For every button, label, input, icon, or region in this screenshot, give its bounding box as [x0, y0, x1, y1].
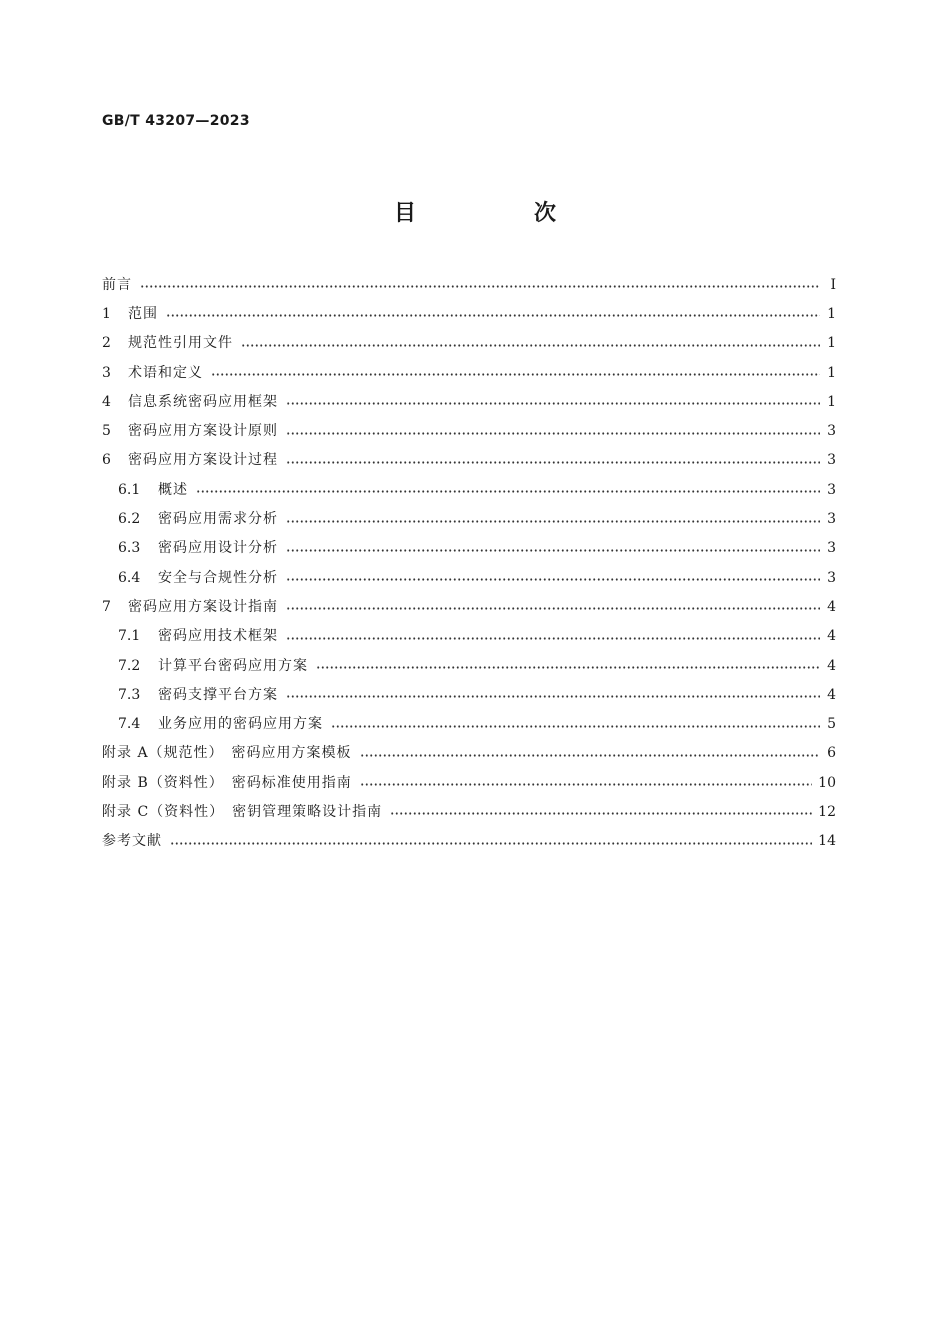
- toc-dot-leader: [360, 783, 812, 786]
- toc-entry-number: 6.2: [118, 511, 141, 528]
- toc-dot-leader: [286, 578, 820, 581]
- toc-entry-page: 3: [827, 540, 836, 557]
- toc-dot-leader: [286, 549, 820, 552]
- toc-entry-number: 5: [102, 423, 111, 440]
- toc-dot-leader: [170, 842, 812, 845]
- toc-entry-page: 4: [827, 628, 836, 645]
- toc-entry-number: 4: [102, 393, 111, 410]
- toc-entry-label: 密码应用方案设计指南: [128, 598, 278, 615]
- toc-entry[interactable]: [102, 446, 836, 475]
- toc-entry-label: 附录 C（资料性） 密钥管理策略设计指南: [102, 803, 383, 820]
- toc-entry[interactable]: [102, 416, 836, 445]
- toc-entry-page: 4: [827, 598, 836, 615]
- toc-entry[interactable]: [102, 709, 836, 738]
- toc-entry-number: 3: [102, 364, 111, 381]
- toc-entry-label: 密码应用方案设计原则: [128, 423, 278, 440]
- toc-entry-page: 5: [827, 716, 836, 733]
- toc-entry-number: 6.3: [118, 540, 141, 557]
- toc-entry[interactable]: [102, 797, 836, 826]
- toc-entry[interactable]: [102, 680, 836, 709]
- toc-entry-page: 3: [827, 569, 836, 586]
- toc-dot-leader: [166, 314, 820, 317]
- toc-entry-label: 范围: [128, 305, 158, 322]
- toc-entry[interactable]: [102, 827, 836, 856]
- toc-dot-leader: [286, 695, 820, 698]
- toc-dot-leader: [286, 432, 820, 435]
- toc-title: 目 次: [393, 201, 604, 226]
- toc-entry-label: 密码应用设计分析: [158, 540, 278, 557]
- toc-dot-leader: [316, 666, 820, 669]
- toc-entry[interactable]: [102, 739, 836, 768]
- toc-entry-label: 概述: [158, 481, 188, 498]
- toc-entry[interactable]: [102, 622, 836, 651]
- toc-entry-label: 信息系统密码应用框架: [128, 393, 278, 410]
- toc-dot-leader: [286, 607, 820, 610]
- toc-entry-number: 2: [102, 335, 111, 352]
- toc-entry-label: 规范性引用文件: [128, 335, 233, 352]
- toc-entry-label: 前言: [102, 276, 132, 293]
- toc-entry-number: 7: [102, 598, 111, 615]
- toc-entry-page: 3: [827, 481, 836, 498]
- standard-code: GB/T 43207—2023: [102, 113, 250, 129]
- toc-dot-leader: [286, 520, 820, 523]
- toc-entry-number: 7.4: [118, 716, 141, 733]
- toc-dot-leader: [286, 461, 820, 464]
- toc-entry[interactable]: [102, 299, 836, 328]
- toc-dot-leader: [241, 344, 820, 347]
- toc-entry[interactable]: [102, 651, 836, 680]
- toc-entry-label: 安全与合规性分析: [158, 569, 278, 586]
- toc-entry[interactable]: [102, 592, 836, 621]
- toc-entry-label: 密码应用需求分析: [158, 511, 278, 528]
- toc-dot-leader: [360, 754, 820, 757]
- toc-entry-label: 业务应用的密码应用方案: [158, 716, 323, 733]
- toc-entry-label: 密码应用技术框架: [158, 628, 278, 645]
- toc-entry-page: 3: [827, 452, 836, 469]
- toc-entry-page: 3: [827, 511, 836, 528]
- toc-dot-leader: [286, 402, 820, 405]
- toc-entry[interactable]: [102, 504, 836, 533]
- toc-entry-page: 14: [818, 833, 836, 850]
- toc-entry[interactable]: [102, 387, 836, 416]
- toc-entry-page: 4: [827, 657, 836, 674]
- toc-entry-number: 6.1: [118, 481, 141, 498]
- toc-entry-page: 4: [827, 686, 836, 703]
- toc-entry-label: 术语和定义: [128, 364, 203, 381]
- toc-entry-label: 计算平台密码应用方案: [158, 657, 308, 674]
- toc-entry-page: 12: [818, 803, 836, 820]
- toc-entry-page: Ⅰ: [830, 276, 836, 293]
- toc-dot-leader: [390, 812, 812, 815]
- toc-entry-page: 1: [827, 364, 836, 381]
- toc-entry-label: 参考文献: [102, 833, 162, 850]
- toc-dot-leader: [331, 725, 820, 728]
- toc-entry[interactable]: [102, 475, 836, 504]
- toc-entry-label: 附录 A（规范性） 密码应用方案模板: [102, 745, 352, 762]
- toc-entry[interactable]: [102, 563, 836, 592]
- toc-entry-page: 1: [827, 393, 836, 410]
- toc-dot-leader: [140, 285, 820, 288]
- toc-entry-page: 10: [818, 774, 836, 791]
- toc-entry-page: 1: [827, 305, 836, 322]
- toc-entry[interactable]: [102, 329, 836, 358]
- toc-entry-page: 1: [827, 335, 836, 352]
- toc-entry-number: 1: [102, 305, 111, 322]
- toc-dot-leader: [196, 490, 820, 493]
- toc-entry-page: 3: [827, 423, 836, 440]
- toc-entry-number: 7.1: [118, 628, 141, 645]
- toc-entry-number: 7.3: [118, 686, 141, 703]
- toc-entry[interactable]: [102, 768, 836, 797]
- toc-dot-leader: [211, 373, 820, 376]
- toc-entry-number: 6: [102, 452, 111, 469]
- toc-entry-page: 6: [827, 745, 836, 762]
- toc-entry-label: 附录 B（资料性） 密码标准使用指南: [102, 774, 352, 791]
- toc-dot-leader: [286, 637, 820, 640]
- toc-entry-number: 6.4: [118, 569, 141, 586]
- toc-entry[interactable]: [102, 534, 836, 563]
- table-of-contents: [102, 270, 836, 856]
- toc-entry[interactable]: [102, 358, 836, 387]
- toc-entry-label: 密码支撑平台方案: [158, 686, 278, 703]
- toc-entry-number: 7.2: [118, 657, 141, 674]
- toc-entry-label: 密码应用方案设计过程: [128, 452, 278, 469]
- toc-entry[interactable]: [102, 270, 836, 299]
